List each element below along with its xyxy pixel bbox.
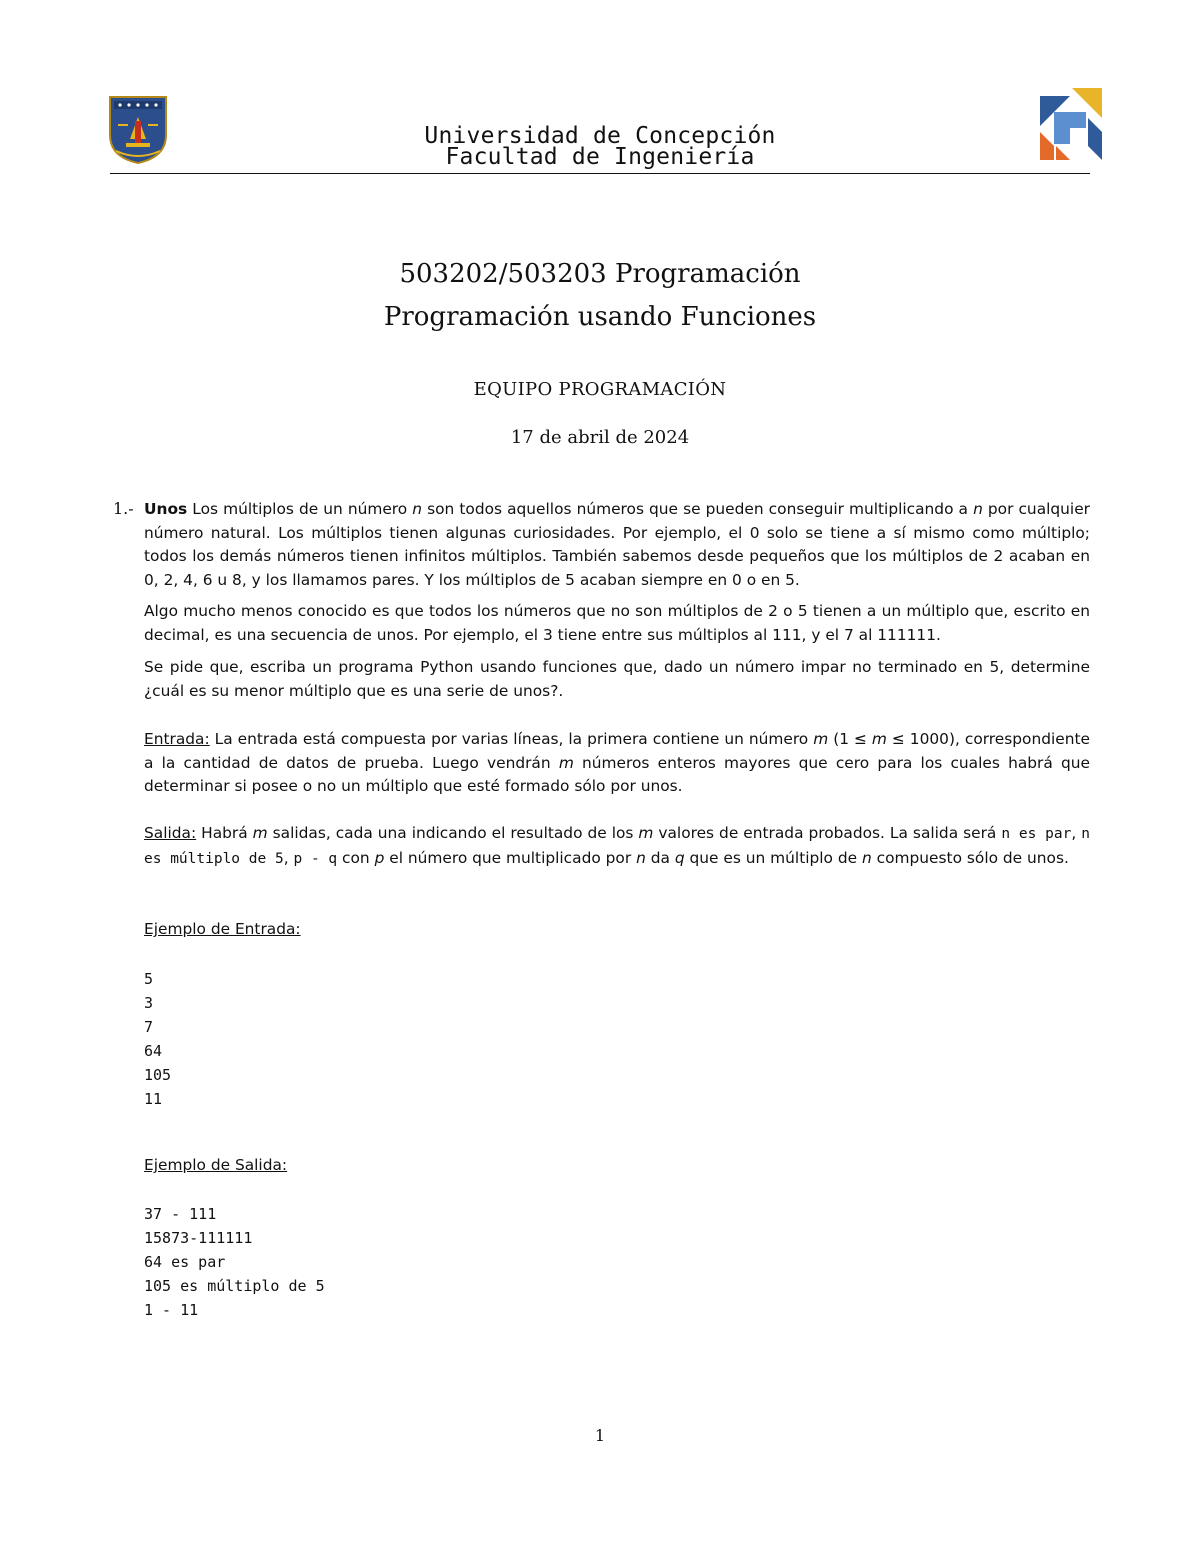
input-label: Entrada:: [144, 730, 210, 748]
example-output-line: 105 es múltiplo de 5: [144, 1277, 325, 1295]
course-title: 503202/503203 Programación: [399, 259, 801, 289]
example-output-label: Ejemplo de Salida:: [144, 1156, 288, 1174]
problem-number: 1.-: [113, 499, 134, 518]
example-input-label: Ejemplo de Entrada:: [144, 920, 301, 938]
faculty-name: Facultad de Ingeniería: [445, 144, 755, 170]
document-date: 17 de abril de 2024: [510, 427, 690, 448]
problem-paragraph-1: Unos Los múltiplos de un número n son todos aquellos números que se pueden conseguir multiplicando a n por cualquier número natural. Los múltiplos tienen algunas curiosidades. Por ejemplo, el 0 solo se tiene a sí mismo como múltiplo; todos los demás números tienen infinitos múltiplos. También sabemos desde pequeños que los múltiplos de 2 acaban en 0, 2, 4, 6 u 8, y los llamamos pares. Y los múltiplos de 5 acaban siempre en 0 o en 5.: [144, 500, 1090, 589]
example-input-line: 7: [144, 1018, 154, 1036]
page-number: 1: [594, 1426, 606, 1445]
output-description: Salida: Habrá m salidas, cada una indicando el resultado de los m valores de entrada probados. La salida será n es par, n es múltiplo de 5, p - q con p el número que multiplicado por n da q que es un múltiplo de n compuesto sólo de unos.: [144, 824, 1090, 867]
example-output-list: [144, 1202, 325, 1322]
example-input-line: 3: [144, 994, 154, 1012]
example-input-line: 11: [144, 1090, 163, 1108]
example-input-list: [144, 967, 171, 1111]
example-input-line: 105: [144, 1066, 172, 1084]
example-input-line: 5: [144, 970, 154, 988]
example-output-line: 15873-111111: [144, 1229, 253, 1247]
example-output-line: 64 es par: [144, 1253, 226, 1271]
example-input-line: 64: [144, 1042, 163, 1060]
problem-paragraph-2: Algo mucho menos conocido es que todos los números que no son múltiplos de 2 o 5 tienen a un múltiplo que, escrito en decimal, es una secuencia de unos. Por ejemplo, el 3 tiene entre sus múltiplos al 111, y el 7 al 111111.: [144, 602, 1090, 644]
input-description: Entrada: La entrada está compuesta por varias líneas, la primera contiene un número m (1 ≤ m ≤ 1000), correspondiente a la cantidad de datos de prueba. Luego vendrán m números enteros mayores que cero para los cuales habrá que determinar si posee o no un múltiplo que esté formado sólo por unos.: [144, 730, 1090, 796]
example-output-line: 1 - 11: [144, 1301, 199, 1319]
document-subtitle: Programación usando Funciones: [383, 302, 817, 332]
problem-paragraph-3: Se pide que, escriba un programa Python usando funciones que, dado un número impar no terminado en 5, determine ¿cuál es su menor múltiplo que es una serie de unos?.: [144, 658, 1090, 700]
problem-name: Unos: [144, 500, 188, 518]
output-label: Salida:: [144, 824, 197, 842]
header-divider: [110, 173, 1090, 174]
author-team: EQUIPO PROGRAMACIÓN: [473, 379, 727, 400]
university-name: Universidad de Concepción: [424, 123, 776, 149]
example-output-line: 37 - 111: [144, 1205, 217, 1223]
